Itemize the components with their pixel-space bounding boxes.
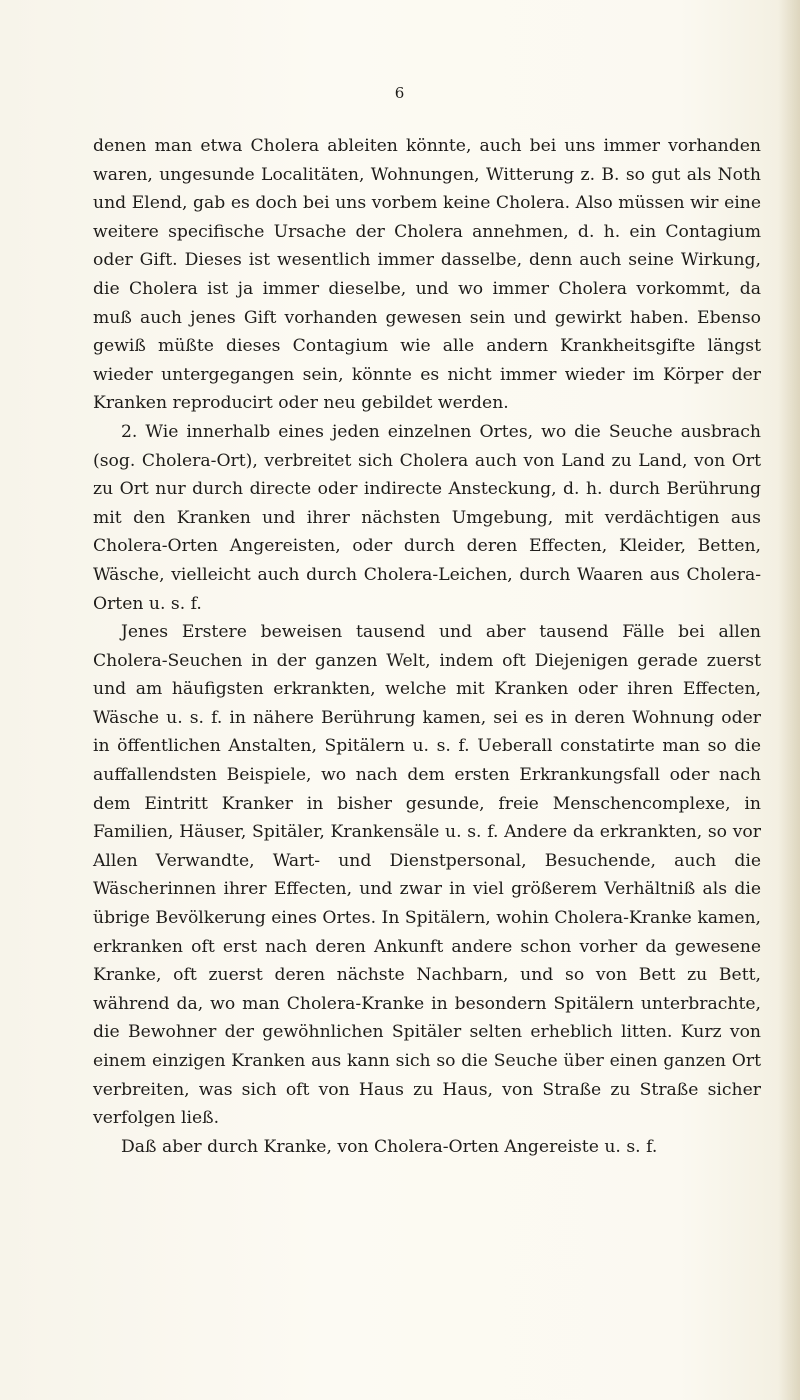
page-number: 6 [394,84,406,102]
paragraph-continued: denen man etwa Cholera ableiten könnte, auch bei uns immer vorhanden waren, ungesunde Localitäten, Wohnungen, Witterung z. B. so gut als Noth und Elend, gab es doch bei uns vorbem keine Cholera. Also müssen wir eine weitere specifische Ursache der Cholera annehmen, d. h. ein Contagium oder Gift. Dieses ist wesentlich immer dasselbe, denn auch seine Wirkung, die Cholera ist ja immer dieselbe, und wo immer Cholera vorkommt, da muß auch jenes Gift vorhanden gewesen sein und gewirkt haben. Ebenso gewiß müßte dieses Contagium wie alle andern Krankheitsgifte längst wieder untergegangen sein, könnte es nicht immer wieder im Körper der Kranken reproducirt oder neu gebildet werden. [93,136,761,414]
paragraph-point-2: 2. Wie innerhalb eines jeden einzelnen Ortes, wo die Seuche ausbrach (sog. Cholera-Ort), verbreitet sich Cholera auch von Land zu Land, von Ort zu Ort nur durch directe oder indirecte Ansteckung, d. h. durch Berührung mit den Kranken und ihrer nächsten Umgebung, mit verdächtigen aus Cholera-Orten Angereisten, oder durch deren Effecten, Kleider, Betten, Wäsche, vielleicht auch durch Cholera-Leichen, durch Waaren aus Cholera-Orten u. s. f. [93,421,761,614]
page-edge-shadow [778,0,800,1400]
paragraph-closing: Daß aber durch Kranke, von Cholera-Orten Angereiste u. s. f. [121,1136,658,1157]
body-text [93,132,761,1161]
paragraph-evidence: Jenes Erstere beweisen tausend und aber tausend Fälle bei allen Cholera-Seuchen in der ganzen Welt, indem oft Diejenigen gerade zuerst und am häufigsten erkrankten, welche mit Kranken oder ihren Effecten, Wäsche u. s. f. in nähere Berührung kamen, sei es in deren Wohnung oder in öffentlichen Anstalten, Spitälern u. s. f. Ueberall constatirte man so die auffallendsten Beispiele, wo nach dem ersten Erkrankungsfall oder nach dem Eintritt Kranker in bisher gesunde, freie Menschencomplexe, in Familien, Häuser, Spitäler, Krankensäle u. s. f. Andere da erkrankten, so vor Allen Verwandte, Wart- und Dienstpersonal, Besuchende, auch die Wäscherinnen ihrer Effecten, und zwar in viel größerem Verhältniß als die übrige Bevölkerung eines Ortes. In Spitälern, wohin Cholera-Kranke kamen, erkranken oft erst nach deren Ankunft andere schon vorher da gewesene Kranke, oft zuerst deren nächste Nachbarn, und so von Bett zu Bett, während da, wo man Cholera-Kranke in besondern Spitälern unterbrachte, die Bewohner der gewöhnlichen Spitäler selten erheblich litten. Kurz von einem einzigen Kranken aus kann sich so die Seuche über einen ganzen Ort verbreiten, was sich oft von Haus zu Haus, von Straße zu Straße sicher verfolgen ließ. [93,622,761,1129]
